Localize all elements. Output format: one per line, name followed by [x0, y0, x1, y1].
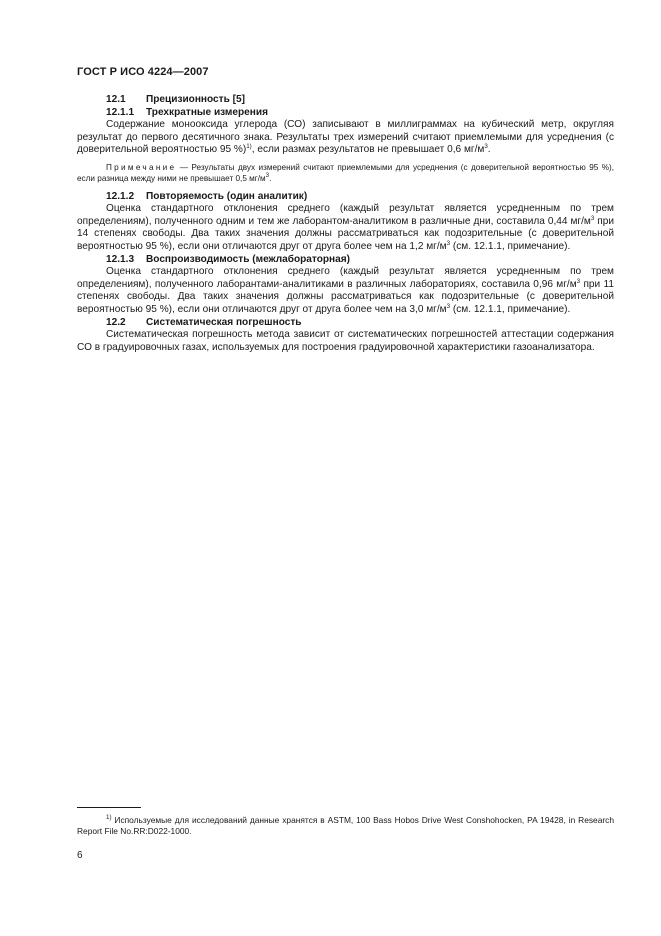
- section-title: Прецизионность [5]: [146, 94, 245, 105]
- footnote-text: Используемые для исследований данные хранятся в ASTM, 100 Bass Hobos Drive West Conshohocken, PA 19428, in Research Report File No.RR:D022-1000.: [77, 815, 614, 837]
- section-heading-12-1-2: [106, 191, 614, 204]
- section-number: 12.1: [106, 94, 126, 105]
- footnote-marker: 1): [106, 814, 112, 821]
- section-number: 12.1.1: [106, 106, 135, 118]
- paragraph-12-1-1: Содержание монооксида углерода (СО) записывают в миллиграммах на кубический метр, округляя результат до первого десятичного знака. Результаты трех измерений считают приемлемыми для усреднения (с доверительной вероятностью 95 %)$^{1)}$, если размах результатов не превышает 0,6 $мг/м^3$.: [77, 119, 614, 156]
- section-number: 12.1.3: [106, 253, 135, 265]
- footnote-divider: [77, 807, 141, 808]
- footnote-reference: 1): [246, 143, 252, 151]
- section-number: 12.1.2: [106, 190, 135, 202]
- paragraph-12-2: Систематическая погрешность метода зависит от систематических погрешностей аттестации содержания СО в градуировочных газах, используемых для построения градуировочной характеристики газоанализатора.: [77, 329, 614, 353]
- section-heading-12-1: [106, 94, 614, 107]
- document-header: ГОСТ Р ИСО 4224—2007: [77, 66, 209, 78]
- section-title: Систематическая погрешность: [146, 316, 302, 328]
- page-number: 6: [77, 850, 83, 861]
- footnote: [77, 815, 614, 837]
- section-number: 12.2: [106, 316, 126, 328]
- paragraph-12-1-2: Оценка стандартного отклонения среднего (каждый результат является усредненным по трем определениям), полученного одним и тем же лаборантом-аналитиком в различные дни, составила 0,44 $мг/м^3$ при 14 степенях свободы. Два таких значения должны рассматриваться как подозрительные (с доверительной вероятностью 95 %), если они отличаются друг от друга более чем на 1,2 $мг/м^3$ (см. 12.1.1, примечание).: [77, 203, 614, 252]
- section-title: Трехкратные измерения: [146, 106, 268, 118]
- note-12-1-1: Примечание — Результаты двух измерений считают приемлемыми для усреднения (с доверительной вероятностью 95 %), если разница между ними не превышает 0,5 $мг/м^3$.: [77, 162, 614, 183]
- section-heading-12-1-1: [106, 107, 614, 120]
- section-title: Повторяемость (один аналитик): [146, 190, 308, 202]
- note-label: Примечание: [106, 162, 177, 172]
- document-body: [77, 94, 614, 354]
- section-heading-12-1-3: [106, 254, 614, 267]
- section-title: Воспроизводимость (межлабораторная): [146, 253, 351, 265]
- paragraph-12-1-3: Оценка стандартного отклонения среднего (каждый результат является усредненным по трем определениям), полученного лаборантами-аналитиками в различных лабораториях, составила 0,96 $мг/м^3$ при 11 степенях свободы. Два таких значения должны рассматриваться как подозрительные (с доверительной вероятностью 95 %), если они отличаются друг от друга более чем на 3,0 $мг/м^3$ (см. 12.1.1, примечание).: [77, 266, 614, 315]
- section-heading-12-2: [106, 317, 614, 330]
